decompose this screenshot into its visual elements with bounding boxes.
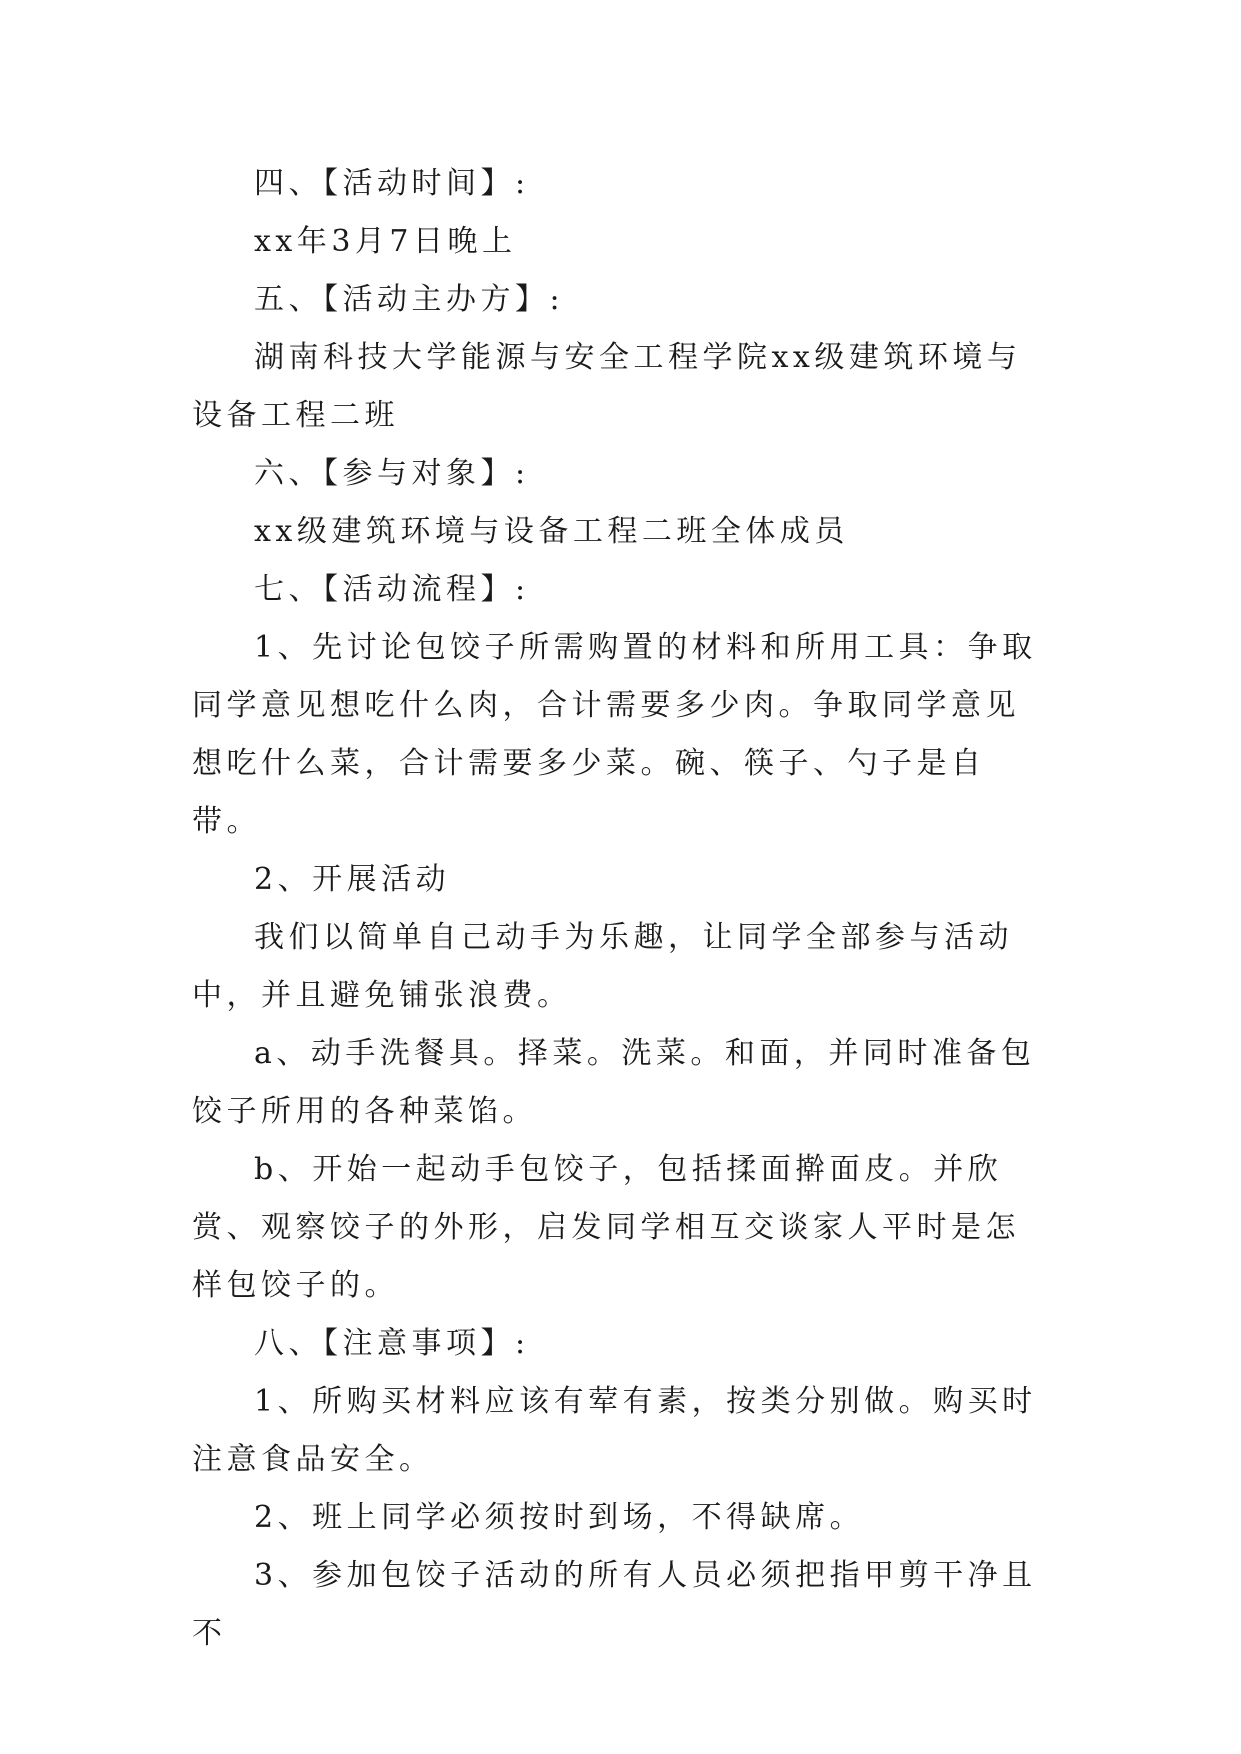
document-body (192, 155, 1052, 1663)
note-item-1: 1、所购买材料应该有荤有素，按类分别做。购买时注意食品安全。 (192, 1384, 1037, 1477)
section-heading-process: 七、【活动流程】: (254, 572, 530, 607)
organizer-text: 湖南科技大学能源与安全工程学院xx级建筑环境与设备工程二班 (192, 340, 1022, 433)
process-substep-a: a、动手洗餐具。择菜。洗菜。和面，并同时准备包饺子所用的各种菜馅。 (192, 1036, 1036, 1129)
activity-time-text: xx年3月7日晚上 (254, 224, 517, 259)
section-heading-organizer: 五、【活动主办方】: (254, 282, 565, 317)
process-step-2-description: 我们以简单自己动手为乐趣，让同学全部参与活动中，并且避免铺张浪费。 (192, 920, 1013, 1013)
section-heading-notes: 八、【注意事项】: (254, 1326, 530, 1361)
section-heading-participants: 六、【参与对象】: (254, 456, 530, 491)
process-step-2: 2、开展活动 (254, 862, 451, 897)
note-item-2: 2、班上同学必须按时到场，不得缺席。 (254, 1500, 865, 1535)
process-substep-b: b、开始一起动手包饺子，包括揉面擀面皮。并欣赏、观察饺子的外形，启发同学相互交谈家人平时是怎样包饺子的。 (192, 1152, 1020, 1303)
process-step-1: 1、先讨论包饺子所需购置的材料和所用工具：争取同学意见想吃什么肉，合计需要多少肉。争取同学意见想吃什么菜，合计需要多少菜。碗、筷子、勺子是自带。 (192, 630, 1037, 839)
participants-text: xx级建筑环境与设备工程二班全体成员 (254, 514, 849, 549)
section-heading-time: 四、【活动时间】: (254, 166, 530, 201)
note-item-3: 3、参加包饺子活动的所有人员必须把指甲剪干净且不 (192, 1558, 1037, 1651)
